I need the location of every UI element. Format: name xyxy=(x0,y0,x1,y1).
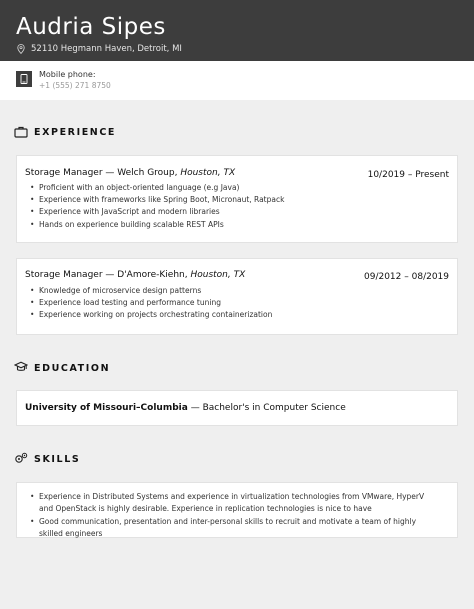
school-name: University of Missouri–Columbia xyxy=(25,403,188,413)
bullet-item: • Proficient with an object-oriented language (e.g Java) xyxy=(30,182,284,194)
phone-value[interactable]: +1 (555) 271 8750 xyxy=(39,81,111,90)
job-title-line xyxy=(25,168,235,178)
job-city: Houston, TX xyxy=(190,270,246,280)
job-company: D'Amore-Kiehn, xyxy=(117,270,191,280)
job-role: Storage Manager xyxy=(25,168,103,178)
education-line xyxy=(25,403,346,413)
job-dates: 10/2019 – Present xyxy=(367,170,449,180)
bullet-item: • Knowledge of microservice design patterns xyxy=(30,285,272,297)
skill-item: • Experience in Distributed Systems and experience in virtualization technologies from VMware, HyperV and OpenStack is highly desirable. Experience in replication technologies is nice to have xyxy=(30,491,440,516)
job-bullets xyxy=(30,182,284,231)
job-bullets xyxy=(30,285,272,322)
address-line xyxy=(17,44,182,54)
phone-label: Mobile phone: xyxy=(39,70,96,79)
location-pin-icon xyxy=(17,44,25,54)
job-role: Storage Manager xyxy=(25,270,103,280)
briefcase-icon xyxy=(14,126,28,138)
bullet-item: • Experience load testing and performance tuning xyxy=(30,297,272,309)
phone-icon xyxy=(20,74,28,84)
resume-header xyxy=(0,0,474,61)
address-text: 52110 Hegmann Haven, Detroit, MI xyxy=(31,44,182,54)
graduation-cap-icon xyxy=(14,361,28,373)
experience-heading: EXPERIENCE xyxy=(34,127,117,138)
gears-icon xyxy=(14,452,28,464)
bullet-item: • Experience with JavaScript and modern libraries xyxy=(30,206,284,218)
job-company: Welch Group, xyxy=(117,168,181,178)
job-title-line xyxy=(25,270,245,280)
candidate-name: Audria Sipes xyxy=(16,14,166,40)
education-separator: — xyxy=(187,403,203,413)
bullet-item: • Experience working on projects orchestrating containerization xyxy=(30,309,272,321)
education-heading: EDUCATION xyxy=(34,363,111,374)
job-city: Houston, TX xyxy=(180,168,236,178)
bullet-item: • Experience with frameworks like Spring Boot, Micronaut, Ratpack xyxy=(30,194,284,206)
skills-heading: SKILLS xyxy=(34,454,81,465)
degree-name: Bachelor's in Computer Science xyxy=(202,403,346,413)
job-dates: 09/2012 – 08/2019 xyxy=(364,272,449,282)
skills-list xyxy=(30,491,440,540)
job-separator: — xyxy=(102,270,118,280)
skill-item: • Good communication, presentation and inter-personal skills to recruit and motivate a team of highly skilled engineers xyxy=(30,516,440,541)
job-separator: — xyxy=(102,168,118,178)
phone-icon-box xyxy=(16,71,32,87)
bullet-item: • Hands on experience building scalable REST APIs xyxy=(30,219,284,231)
